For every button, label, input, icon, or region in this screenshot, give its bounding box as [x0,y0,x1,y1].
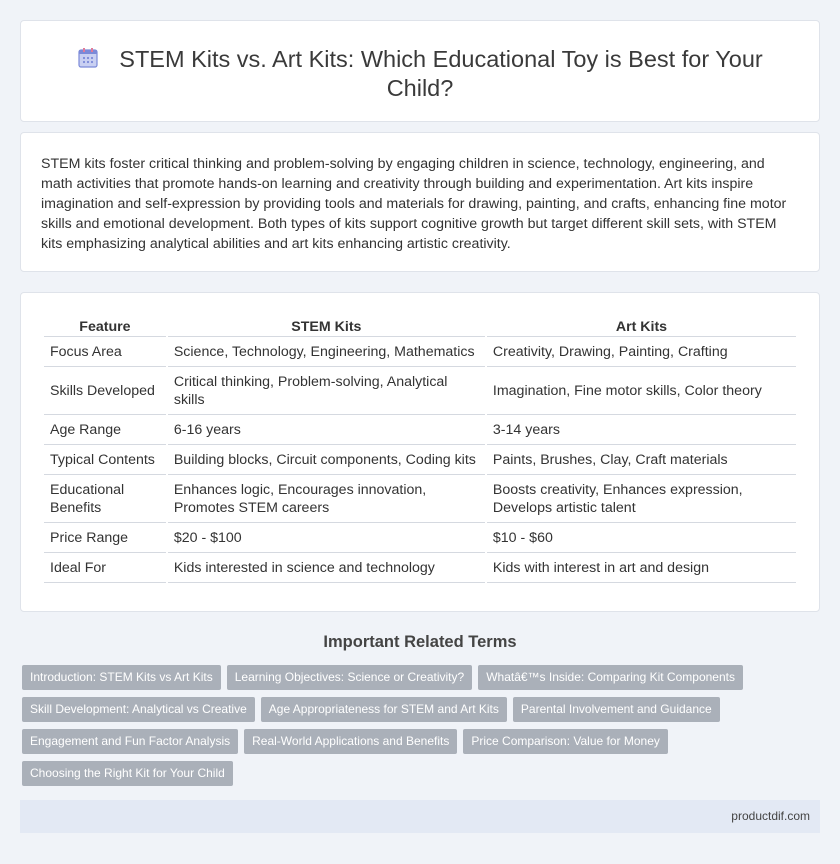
table-row [44,445,796,475]
cell-feature: Educational Benefits [44,475,166,523]
cell-art: $10 - $60 [487,523,796,553]
table-row [44,367,796,415]
tag-price-comparison[interactable]: Price Comparison: Value for Money [463,729,668,754]
related-terms-heading: Important Related Terms [323,633,517,651]
cell-stem: Enhances logic, Encourages innovation, Promotes STEM careers [168,475,485,523]
tag-introduction[interactable]: Introduction: STEM Kits vs Art Kits [22,665,221,690]
tag-real-world[interactable]: Real-World Applications and Benefits [244,729,457,754]
page-title-text: STEM Kits vs. Art Kits: Which Educational Toy is Best for Your Child? [119,46,763,101]
cell-stem: $20 - $100 [168,523,485,553]
cell-feature: Ideal For [44,553,166,583]
tag-learning-objectives[interactable]: Learning Objectives: Science or Creativity? [227,665,472,690]
cell-feature: Typical Contents [44,445,166,475]
tag-choosing-kit[interactable]: Choosing the Right Kit for Your Child [22,761,233,786]
related-terms-tags [22,665,822,793]
tag-age-appropriateness[interactable]: Age Appropriateness for STEM and Art Kits [261,697,507,722]
cell-art: Boosts creativity, Enhances expression, Develops artistic talent [487,475,796,523]
tag-row [22,665,822,690]
table-row [44,475,796,523]
title-wrap [21,45,819,103]
cell-art: 3-14 years [487,415,796,445]
header-art-kits: Art Kits [487,315,796,337]
tag-engagement[interactable]: Engagement and Fun Factor Analysis [22,729,238,754]
calendar-icon [77,47,99,69]
comparison-table [42,315,798,583]
header-feature: Feature [44,315,166,337]
tag-skill-development[interactable]: Skill Development: Analytical vs Creative [22,697,255,722]
cell-art: Creativity, Drawing, Painting, Crafting [487,337,796,367]
table-row [44,415,796,445]
cell-feature: Price Range [44,523,166,553]
cell-feature: Focus Area [44,337,166,367]
cell-stem: Kids interested in science and technology [168,553,485,583]
intro-card [20,132,820,272]
table-header-row [44,315,796,337]
tag-row [22,697,822,722]
table-row [44,337,796,367]
tag-parental-involvement[interactable]: Parental Involvement and Guidance [513,697,720,722]
footer [20,800,820,833]
table-row [44,523,796,553]
cell-stem: Critical thinking, Problem-solving, Analytical skills [168,367,485,415]
footer-site[interactable]: productdif.com [731,809,810,823]
cell-art: Paints, Brushes, Clay, Craft materials [487,445,796,475]
cell-art: Kids with interest in art and design [487,553,796,583]
intro-paragraph: STEM kits foster critical thinking and problem-solving by engaging children in science, technology, engineering, and math activities that promote hands-on learning and creativity through building and experimentation. Art kits inspire imagination and self-expression by providing tools and materials for drawing, painting, and crafts, enhancing fine motor skills and emotional development. Both types of kits support cognitive growth but target different skill sets, with STEM kits emphasizing analytical abilities and art kits enhancing artistic creativity. [41,156,787,252]
cell-stem: Building blocks, Circuit components, Coding kits [168,445,485,475]
tag-row [22,761,822,786]
cell-stem: Science, Technology, Engineering, Mathematics [168,337,485,367]
cell-stem: 6-16 years [168,415,485,445]
cell-art: Imagination, Fine motor skills, Color theory [487,367,796,415]
tag-row [22,729,822,754]
comparison-table-card [20,292,820,612]
header-stem-kits: STEM Kits [168,315,485,337]
cell-feature: Skills Developed [44,367,166,415]
table-row [44,553,796,583]
tag-whats-inside[interactable]: Whatâ€™s Inside: Comparing Kit Components [478,665,743,690]
header-card [20,20,820,122]
cell-feature: Age Range [44,415,166,445]
page-title [61,45,779,103]
